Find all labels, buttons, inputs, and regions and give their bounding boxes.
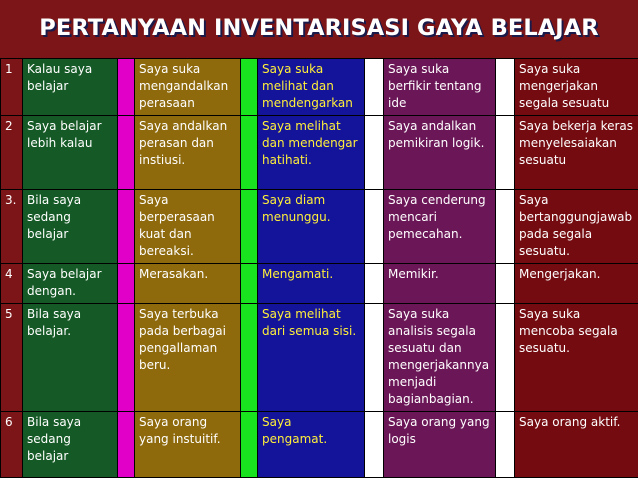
answer-box-d[interactable] (496, 59, 515, 116)
answer-box-a[interactable] (118, 190, 135, 264)
answer-box-a[interactable] (118, 412, 135, 478)
answer-d-cell: Saya orang aktif. (515, 412, 638, 478)
answer-box-d[interactable] (496, 264, 515, 304)
answer-box-c[interactable] (365, 59, 384, 116)
question-cell: Kalau saya belajar (23, 59, 118, 116)
question-cell: Bila saya sedang belajar (23, 190, 118, 264)
question-cell: Bila saya sedang belajar (23, 412, 118, 478)
answer-box-c[interactable] (365, 190, 384, 264)
answer-c-cell: Saya suka analisis segala sesuatu dan mengerjakannya menjadi bagianbagian. (384, 304, 496, 412)
answer-box-d[interactable] (496, 412, 515, 478)
answer-box-d[interactable] (496, 304, 515, 412)
answer-b-cell: Mengamati. (258, 264, 365, 304)
row-number: 4 (1, 264, 23, 304)
table-row (1, 190, 638, 264)
row-number: 1 (1, 59, 23, 116)
answer-a-cell: Saya suka mengandalkan perasaan (135, 59, 241, 116)
table-row (1, 116, 638, 190)
answer-box-b[interactable] (241, 59, 258, 116)
answer-c-cell: Saya andalkan pemikiran logik. (384, 116, 496, 190)
answer-a-cell: Saya terbuka pada berbagai pengallaman beru. (135, 304, 241, 412)
question-cell: Saya belajar lebih kalau (23, 116, 118, 190)
answer-a-cell: Merasakan. (135, 264, 241, 304)
row-number: 3. (1, 190, 23, 264)
answer-box-a[interactable] (118, 304, 135, 412)
inventory-table (0, 58, 638, 478)
answer-d-cell: Saya bekerja keras menyelesaiakan sesuatu (515, 116, 638, 190)
answer-box-b[interactable] (241, 264, 258, 304)
answer-c-cell: Saya suka berfikir tentang ide (384, 59, 496, 116)
row-number: 2 (1, 116, 23, 190)
answer-c-cell: Memikir. (384, 264, 496, 304)
answer-b-cell: Saya suka melihat dan mendengarkan (258, 59, 365, 116)
answer-box-d[interactable] (496, 190, 515, 264)
answer-box-b[interactable] (241, 190, 258, 264)
row-number: 6 (1, 412, 23, 478)
table-row (1, 264, 638, 304)
row-number: 5 (1, 304, 23, 412)
answer-box-b[interactable] (241, 412, 258, 478)
page-title: PERTANYAAN INVENTARISASI GAYA BELAJAR (39, 15, 599, 41)
answer-d-cell: Mengerjakan. (515, 264, 638, 304)
answer-box-b[interactable] (241, 116, 258, 190)
answer-box-c[interactable] (365, 116, 384, 190)
answer-box-c[interactable] (365, 304, 384, 412)
table-row (1, 59, 638, 116)
answer-b-cell: Saya melihat dan mendengar hatihati. (258, 116, 365, 190)
answer-a-cell: Saya orang yang instuitif. (135, 412, 241, 478)
answer-box-b[interactable] (241, 304, 258, 412)
question-cell: Bila saya belajar. (23, 304, 118, 412)
answer-box-c[interactable] (365, 264, 384, 304)
answer-b-cell: Saya diam menunggu. (258, 190, 365, 264)
question-cell: Saya belajar dengan. (23, 264, 118, 304)
answer-box-a[interactable] (118, 116, 135, 190)
table-row (1, 304, 638, 412)
answer-d-cell: Saya bertanggungjawab pada segala sesuatu. (515, 190, 638, 264)
answer-box-a[interactable] (118, 59, 135, 116)
answer-b-cell: Saya melihat dari semua sisi. (258, 304, 365, 412)
table-row (1, 412, 638, 478)
answer-a-cell: Saya berperasaan kuat dan bereaksi. (135, 190, 241, 264)
answer-box-c[interactable] (365, 412, 384, 478)
answer-box-a[interactable] (118, 264, 135, 304)
answer-c-cell: Saya orang yang logis (384, 412, 496, 478)
answer-d-cell: Saya suka mengerjakan segala sesuatu (515, 59, 638, 116)
title-bar (0, 0, 638, 56)
answer-d-cell: Saya suka mencoba segala sesuatu. (515, 304, 638, 412)
answer-b-cell: Saya pengamat. (258, 412, 365, 478)
answer-a-cell: Saya andalkan perasan dan instiusi. (135, 116, 241, 190)
answer-box-d[interactable] (496, 116, 515, 190)
answer-c-cell: Saya cenderung mencari pemecahan. (384, 190, 496, 264)
